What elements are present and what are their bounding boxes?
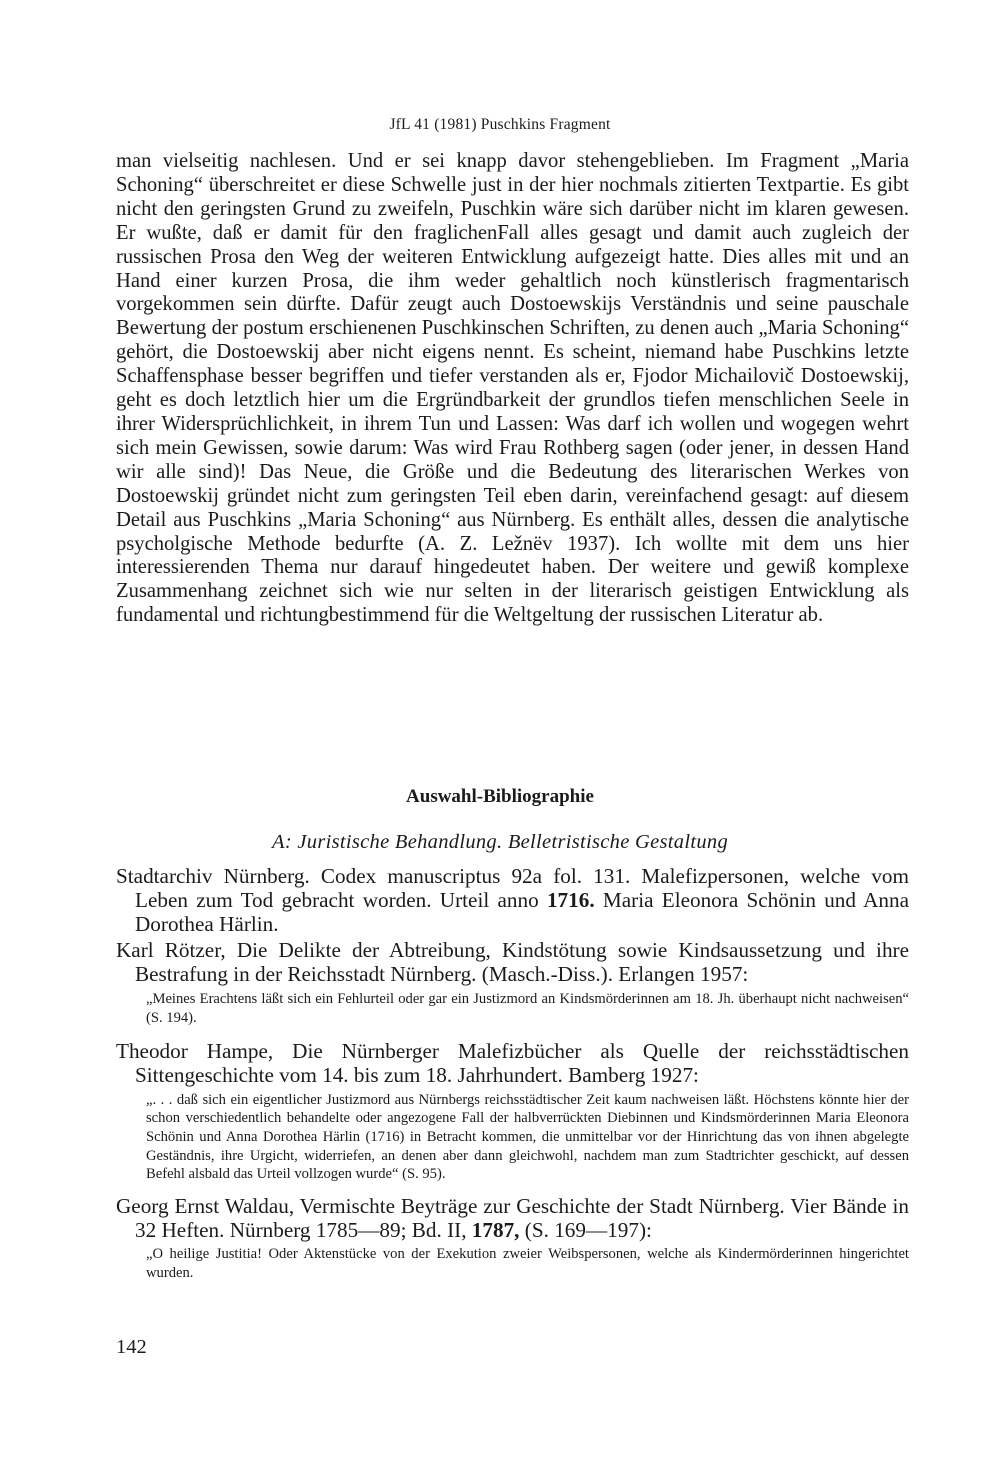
- entry-citation: [116, 1040, 909, 1088]
- bibliography-subheading: A: Juristische Behandlung. Belletristische Gestaltung: [272, 831, 728, 853]
- citation-bold-year: 1787,: [471, 1217, 520, 1242]
- citation-text: Maria Eleonora Schönin und Anna Dorothea Härlin.: [135, 887, 909, 936]
- page-number: 142: [116, 1336, 147, 1358]
- citation-text: Theodor Hampe, Die Nürnberger Malefizbücher als Quelle der reichsstädtischen Sittengeschichte vom 14. bis zum 18. Jahrhundert. Bamberg 1927:: [116, 1039, 909, 1087]
- entry-quote: „O heilige Justitia! Oder Aktenstücke von der Exekution zweier Weibspersonen, welche als Kindermörderinnen hingerichtet wurden.: [146, 1246, 909, 1281]
- bibliography-entry: [116, 865, 909, 936]
- running-head: JfL 41 (1981) Puschkins Fragment: [389, 116, 611, 133]
- entry-quote: „Meines Erachtens läßt sich ein Fehlurteil oder gar ein Justizmord an Kindsmörderinnen am 18. Jh. überhaupt nicht nachweisen“ (S. 194).: [146, 990, 909, 1026]
- entry-quote: „. . . daß sich ein eigentlicher Justizmord aus Nürnbergs reichsstädtischer Zeit kaum nachweisen läßt. Höchstens könnte hier der schon verschiedentlich behandelte oder angezogene Fall der halbverrückten Diebinnen und Kindsmörderinnen Maria Eleonora Schönin und Anna Dorothea Härlin (1716) in Betracht kommen, die unmittelbar vor der Hinrichtung das von ihnen abgelegte Geständnis, ihre Urgicht, widerriefen, an denen aber dann gleichwohl, nachdem man zum Stadtrichter geschickt, auf dessen Befehl alsbald das Urteil vollzogen wurde“ (S. 95).: [146, 1091, 909, 1183]
- bibliography-entry: [116, 1195, 909, 1283]
- body-paragraph: man vielseitig nachlesen. Und er sei knapp davor stehengeblieben. Im Fragment „Maria Schoning“ überschreitet er diese Schwelle just in der hier nochmals zitierten Textpartie. Es gibt nicht den geringsten Grund zu zweifeln, Puschkin wäre sich darüber nicht im klaren gewesen. Er wußte, daß er damit für den fraglichenFall alles gesagt und damit auch zugleich der russischen Prosa den Weg der weiteren Entwicklung aufgezeigt hatte. Dies alles mit und an Hand einer kurzen Prosa, die ihm weder gehaltlich noch künstlerisch fragmentarisch vorgekommen sein dürfte. Dafür zeugt auch Dostoewskijs Verständnis und seine pauschale Bewertung der postum erschienenen Puschkinschen Schriften, zu denen auch „Maria Schoning“ gehört, die Dostoewskij aber nicht eigens nennt. Es scheint, niemand habe Puschkins letzte Schaffensphase besser begriffen und tiefer verstanden als er, Fjodor Michailovič Dostoewskij, geht es doch letztlich hier um die Ergründbarkeit der grundlos tiefen menschlichen Seele in ihrer Widersprüchlichkeit, in ihrem Tun und Lassen: Was darf ich wollen und wogegen wehrt sich mein Gewissen, sowie darum: Was wird Frau Rothberg sagen (oder jener, in dessen Hand wir alle sind)! Das Neue, die Größe und die Bedeutung des literarischen Werkes von Dostoewskij gründet nicht zum geringsten Teil eben darin, vereinfachend gesagt: auf diesem Detail aus Puschkins „Maria Schoning“ aus Nürnberg. Es enthält alles, dessen die analytische psycholgische Methode bedurfte (A. Z. Ležnëv 1937). Ich wollte mit dem uns hier interessierenden Thema nur darauf hingedeutet haben. Der weitere und gewiß komplexe Zusammenhang zeichnet sich wie nur selten in der literarisch geistigen Entwicklung als fundamental und richtungbestimmend für die Weltgeltung der russischen Literatur ab.: [116, 150, 909, 627]
- citation-text: (S. 169—197):: [519, 1217, 652, 1242]
- bibliography-heading: Auswahl-Bibliographie: [406, 786, 594, 807]
- entry-citation: [116, 865, 909, 936]
- citation-text: Stadtarchiv Nürnberg. Codex manuscriptus 92a fol. 131. Malefizpersonen, welche vom Leben zum Tod gebracht worden. Urteil anno: [116, 864, 909, 912]
- bibliography-entry: [116, 1040, 909, 1184]
- bibliography-entry: [116, 939, 909, 1027]
- entry-citation: [116, 939, 909, 987]
- citation-text: Georg Ernst Waldau, Vermischte Beyträge zur Geschichte der Stadt Nürnberg. Vier Bände in 32 Heften. Nürnberg 1785—89; Bd. II,: [116, 1193, 909, 1242]
- bibliography-list: [116, 865, 909, 1295]
- citation-text: Karl Rötzer, Die Delikte der Abtreibung, Kindstötung sowie Kindsaussetzung und ihre Bestrafung in der Reichsstadt Nürnberg. (Masch.-Diss.). Erlangen 1957:: [116, 938, 909, 987]
- citation-bold-year: 1716.: [546, 887, 595, 912]
- entry-citation: [116, 1195, 909, 1243]
